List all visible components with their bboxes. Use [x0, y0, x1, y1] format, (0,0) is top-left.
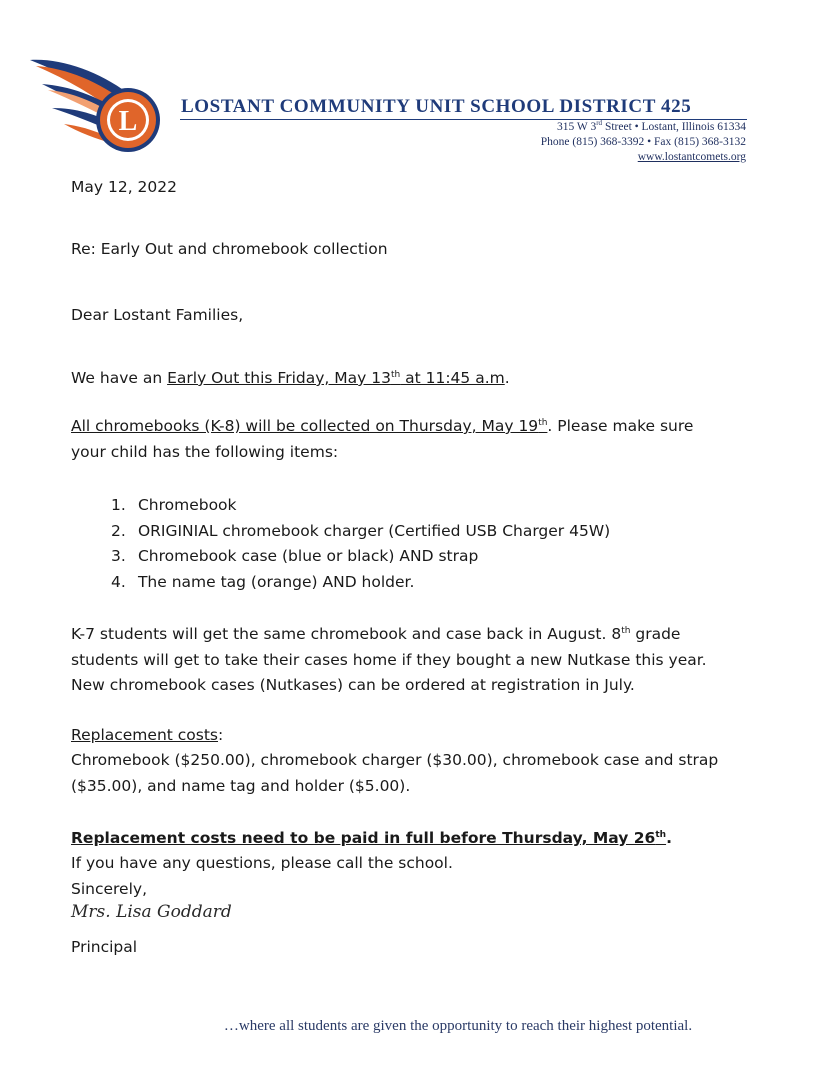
k7-line-1: K-7 students will get the same chromebook and case back in August. 8th grade — [71, 625, 681, 643]
school-logo-comet — [22, 50, 172, 160]
costs-heading: Replacement costs: — [71, 726, 224, 744]
costs-line-2: ($35.00), and name tag and holder ($5.00). — [71, 777, 411, 795]
address-line: 315 W 3rd Street • Lostant, Illinois 61334 — [557, 119, 746, 133]
payment-deadline: Replacement costs need to be paid in full before Thursday, May 26th. — [71, 829, 672, 847]
list-item: 3. Chromebook case (blue or black) AND strap — [111, 547, 479, 565]
salutation: Dear Lostant Families, — [71, 306, 244, 324]
k7-line-3: New chromebook cases (Nutkases) can be ordered at registration in July. — [71, 676, 635, 694]
letter-subject: Re: Early Out and chromebook collection — [71, 240, 388, 258]
phone-fax-line: Phone (815) 368-3392 • Fax (815) 368-3132 — [540, 136, 746, 148]
list-item: 1. Chromebook — [111, 496, 237, 514]
costs-line-1: Chromebook ($250.00), chromebook charger ($30.00), chromebook case and strap — [71, 751, 719, 769]
footer-motto: …where all students are given the opportunity to reach their highest potential. — [223, 1018, 693, 1034]
list-item: 4. The name tag (orange) AND holder. — [111, 572, 415, 591]
k7-line-2: students will get to take their cases home if they bought a new Nutkase this year. — [71, 651, 707, 669]
letter-date: May 12, 2022 — [71, 178, 177, 196]
list-item: 2. ORIGINIAL chromebook charger (Certified USB Charger 45W) — [111, 521, 611, 540]
items-list — [111, 493, 610, 595]
collection-line-1: All chromebooks (K-8) will be collected on Thursday, May 19th. Please make sure — [71, 417, 694, 435]
questions-line: If you have any questions, please call the school. — [71, 854, 453, 872]
website-link[interactable]: www.lostantcomets.org — [637, 151, 746, 163]
letterhead-rule — [180, 119, 747, 120]
early-out-paragraph: We have an Early Out this Friday, May 13th at 11:45 a.m. — [71, 369, 510, 387]
early-out-date: Early Out this Friday, May 13th at 11:45 a.m — [167, 369, 505, 387]
collection-line-2: your child has the following items: — [71, 443, 339, 461]
closing: Sincerely, — [71, 880, 148, 898]
logo-letter: L — [118, 106, 138, 137]
signature: Mrs. Lisa Goddard — [71, 902, 232, 922]
district-name: LOSTANT COMMUNITY UNIT SCHOOL DISTRICT 425 — [181, 96, 692, 117]
collection-date: All chromebooks (K-8) will be collected on Thursday, May 19th — [71, 417, 548, 435]
signer-title: Principal — [71, 938, 138, 956]
